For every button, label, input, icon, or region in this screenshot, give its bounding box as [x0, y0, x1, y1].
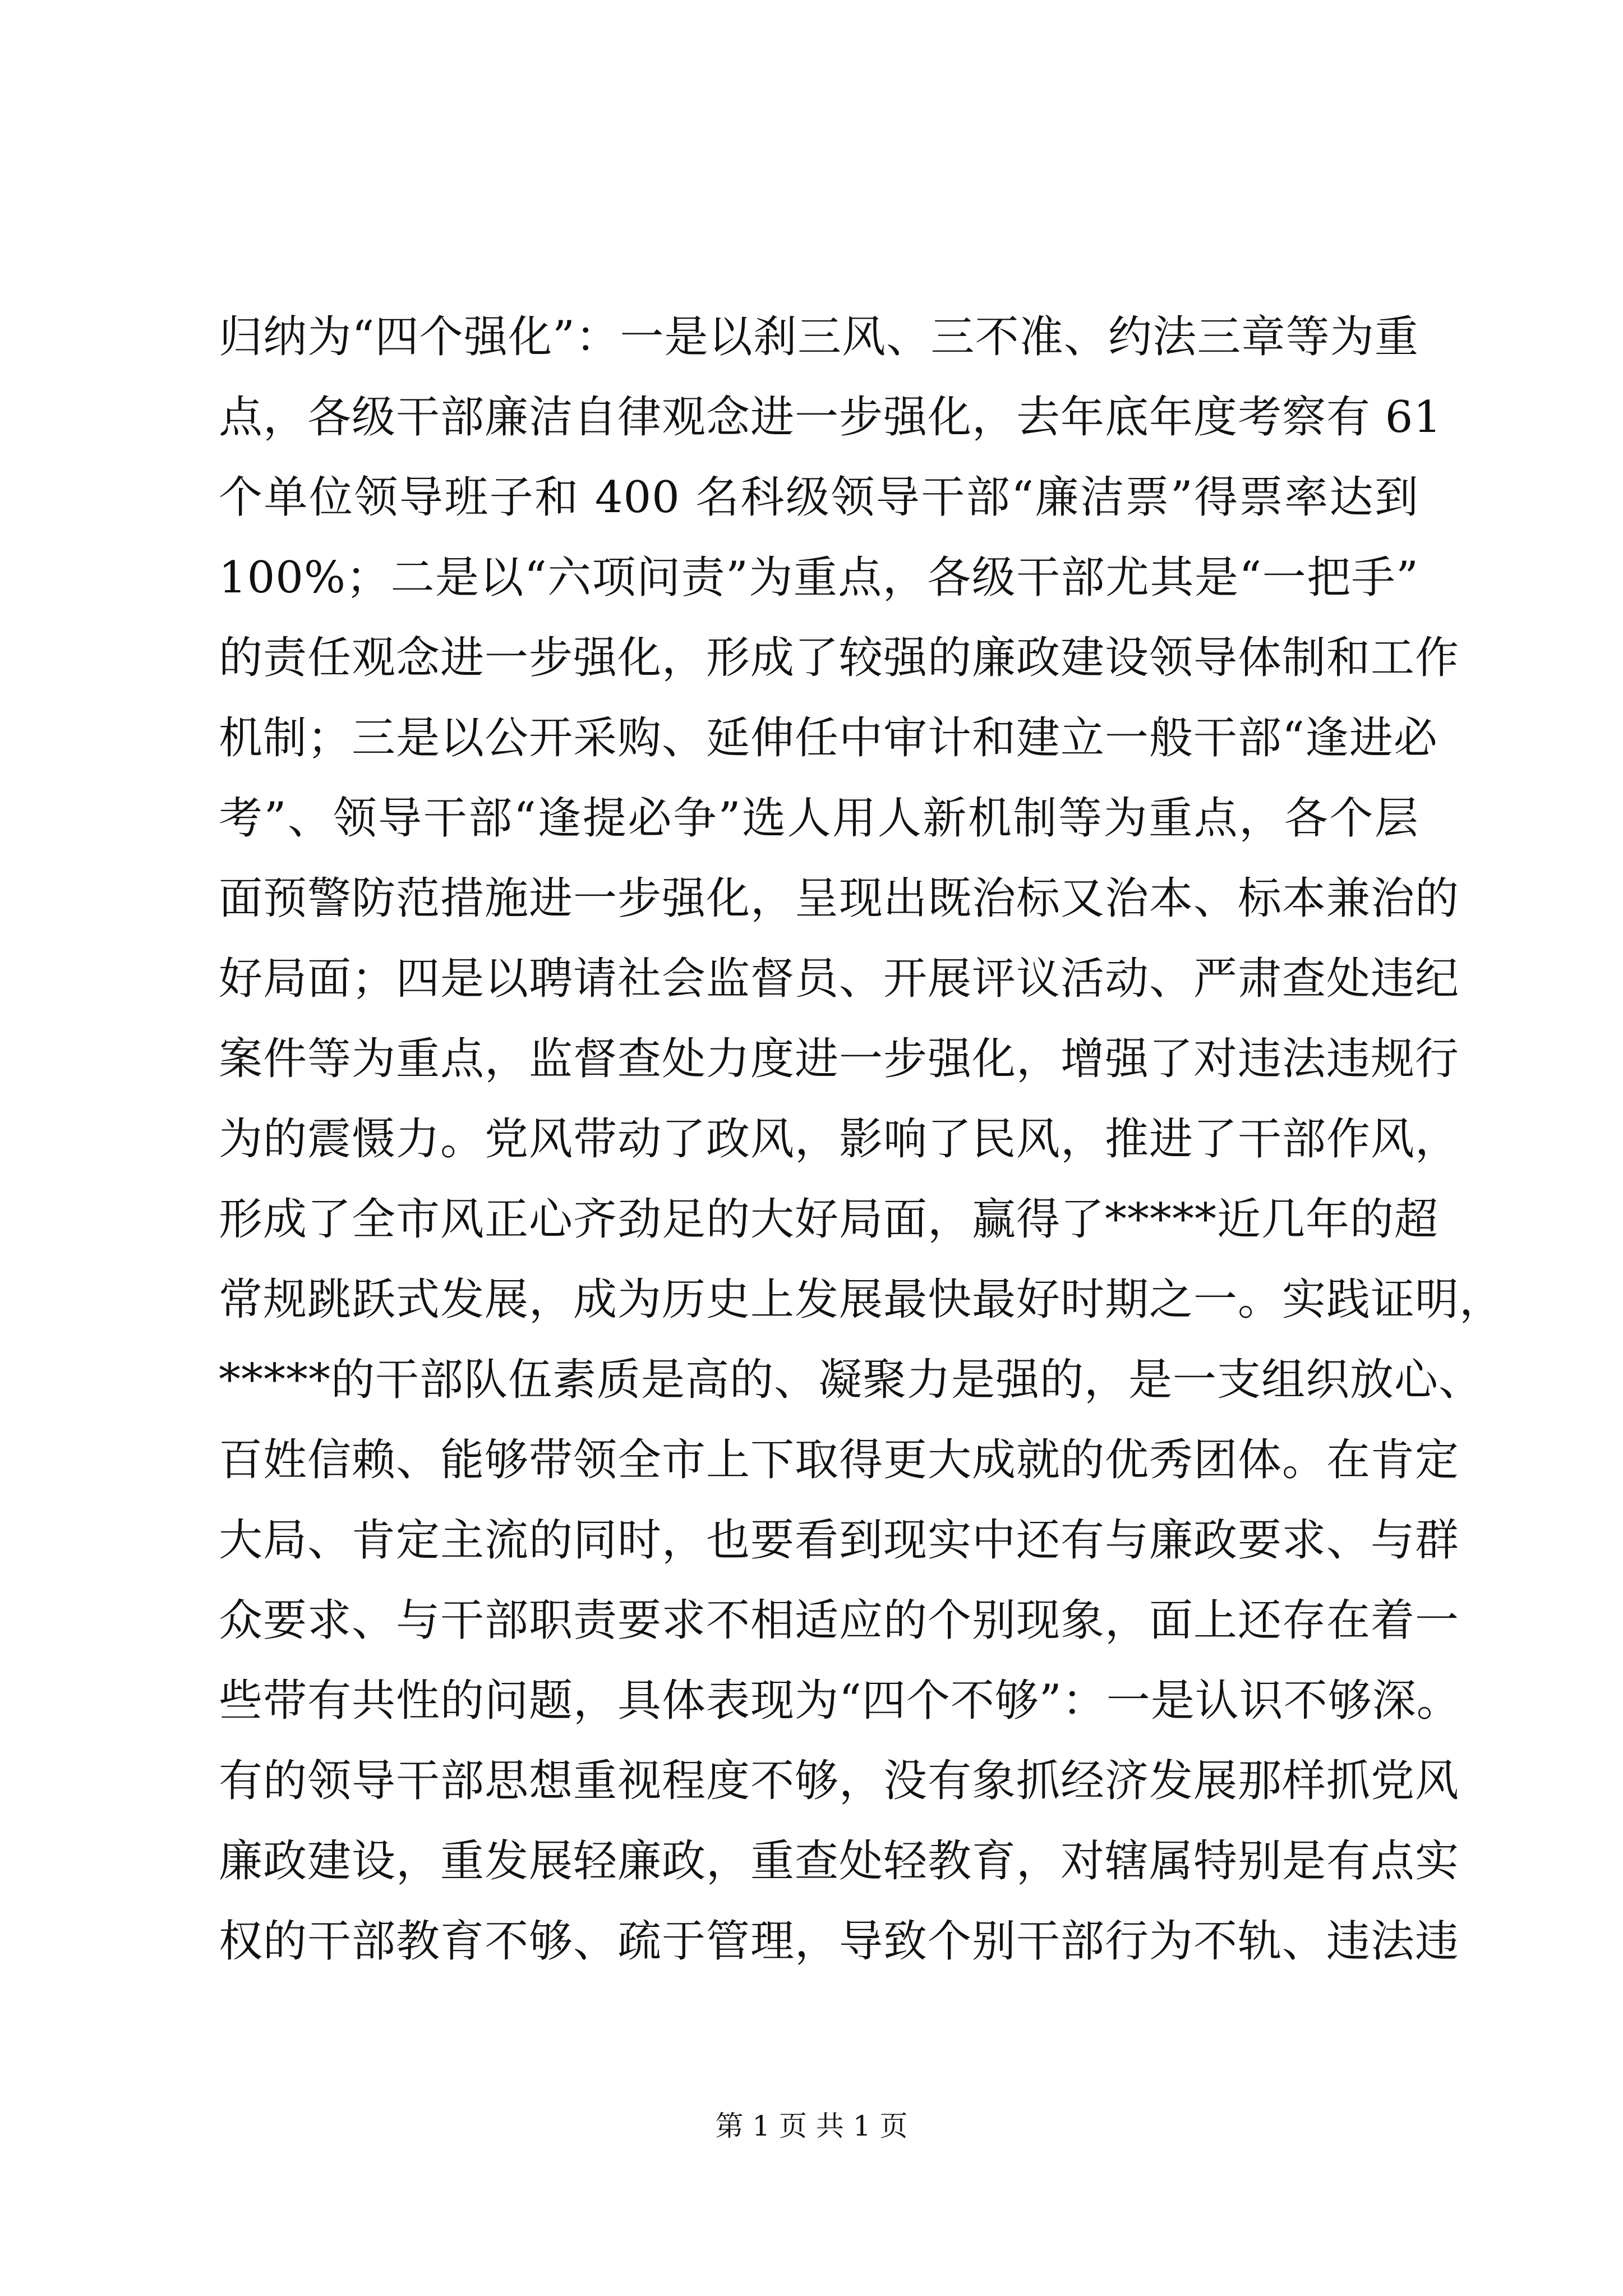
text-line: 为的震慑力。党风带动了政风，影响了民风，推进了干部作风， — [219, 1114, 1460, 1165]
text-line: 归纳为“四个强化”：一是以刹三风、三不准、约法三章等为重 — [219, 312, 1419, 362]
text-line: 形成了全市风正心齐劲足的大好局面，赢得了*****近几年的超 — [219, 1194, 1439, 1245]
text-line: *****的干部队伍素质是高的、凝聚力是强的，是一支组织放心、 — [219, 1355, 1483, 1405]
text-line: 机制；三是以公开采购、延伸任中审计和建立一般干部“逢进必 — [219, 713, 1438, 763]
text-line: 个单位领导班子和 400 名科级领导干部“廉洁票”得票率达到 — [219, 472, 1419, 523]
text-line: 100%；二是以“六项问责”为重点，各级干部尤其是“一把手” — [219, 553, 1419, 603]
text-line: 点，各级干部廉洁自律观念进一步强化，去年底年度考察有 61 — [219, 392, 1442, 443]
text-line: 廉政建设，重发展轻廉政，重查处轻教育，对辖属特别是有点实 — [219, 1836, 1460, 1887]
page-footer — [0, 2109, 1623, 2143]
text-line: 百姓信赖、能够带领全市上下取得更大成就的优秀团体。在肯定 — [219, 1435, 1460, 1485]
text-line: 考”、领导干部“逢提必争”选人用人新机制等为重点，各个层 — [219, 793, 1419, 844]
text-line: 的责任观念进一步强化，形成了较强的廉政建设领导体制和工作 — [219, 633, 1460, 683]
page-number-label: 第 1 页 共 1 页 — [715, 2110, 908, 2142]
text-line: 好局面；四是以聘请社会监督员、开展评议活动、严肃查处违纪 — [219, 954, 1460, 1004]
text-line: 些带有共性的问题，具体表现为“四个不够”：一是认识不够深。 — [219, 1676, 1461, 1726]
text-line: 常规跳跃式发展，成为历史上发展最快最好时期之一。实践证明， — [219, 1274, 1504, 1325]
text-line: 有的领导干部思想重视程度不够，没有象抓经济发展那样抓党风 — [219, 1756, 1460, 1806]
text-line: 大局、肯定主流的同时，也要看到现实中还有与廉政要求、与群 — [219, 1515, 1460, 1566]
text-line: 众要求、与干部职责要求不相适应的个别现象，面上还存在着一 — [219, 1595, 1460, 1646]
text-line: 案件等为重点，监督查处力度进一步强化，增强了对违法违规行 — [219, 1034, 1460, 1084]
text-line: 权的干部教育不够、疏于管理，导致个别干部行为不轨、违法违 — [219, 1916, 1460, 1967]
text-line: 面预警防范措施进一步强化，呈现出既治标又治本、标本兼治的 — [219, 873, 1460, 924]
document-body — [219, 297, 1504, 1982]
